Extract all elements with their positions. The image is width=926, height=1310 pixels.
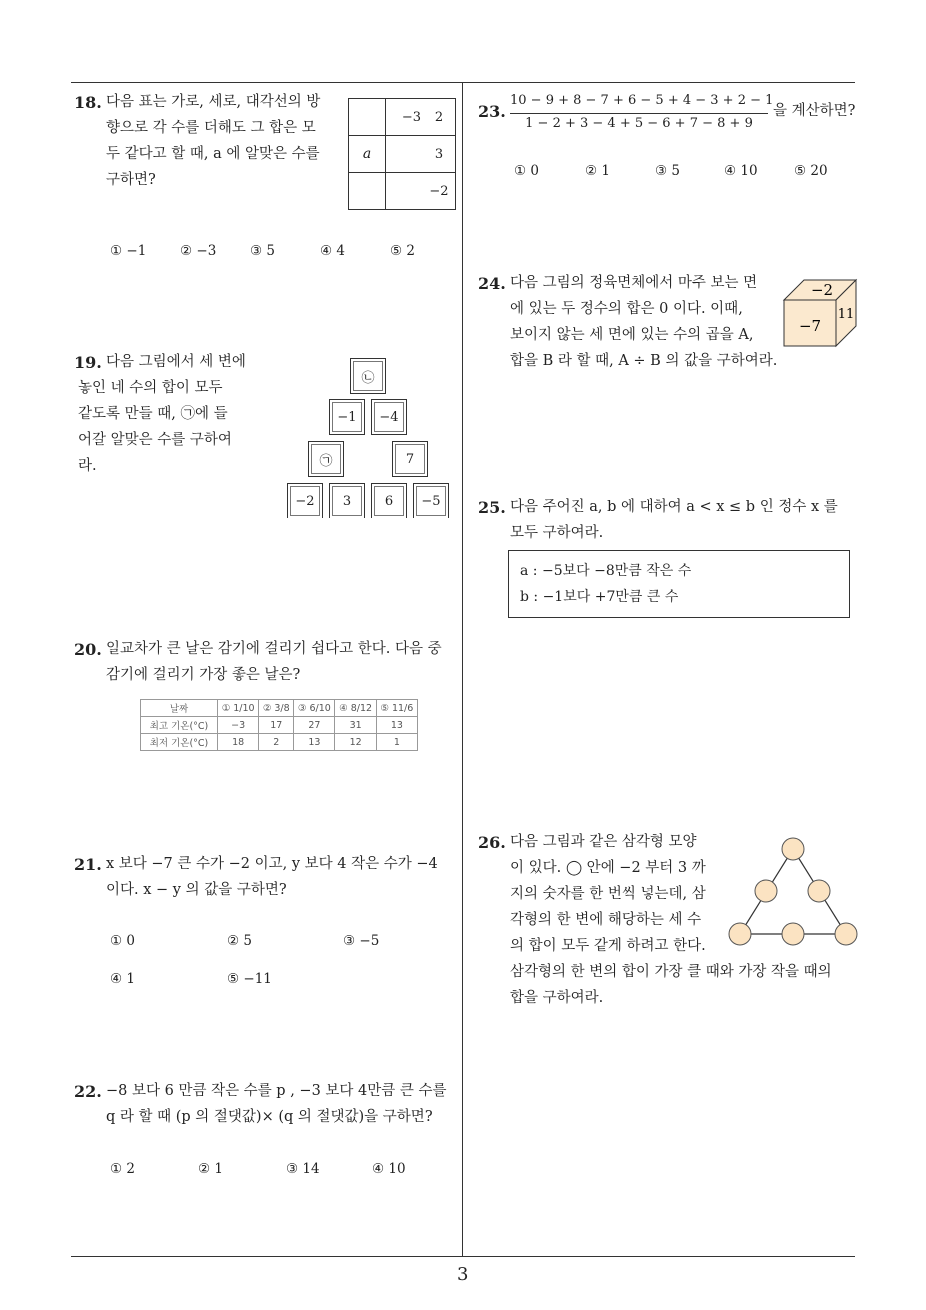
- row-label: 최고 기온(°C): [141, 717, 218, 734]
- pyramid-cell: 6: [371, 483, 407, 518]
- choice[interactable]: ④ 10: [372, 1161, 406, 1177]
- question-text: 이다. x − y 의 값을 구하면?: [106, 882, 287, 898]
- pyramid-cell: −5: [413, 483, 449, 518]
- page-number: 3: [457, 1264, 469, 1285]
- cell: 2: [423, 99, 456, 136]
- question-text: 두 같다고 할 때, a 에 알맞은 수를: [106, 146, 320, 162]
- cell: 27: [294, 717, 335, 734]
- cube-figure: [782, 276, 858, 348]
- choice[interactable]: ① 0: [110, 933, 135, 949]
- choice[interactable]: ④ 4: [320, 243, 345, 259]
- cube-front-label: −7: [798, 317, 822, 335]
- question-number: 22.: [74, 1082, 102, 1101]
- pyramid-cell: ㉠: [308, 441, 344, 477]
- question-number: 18.: [74, 93, 102, 112]
- cell: [386, 173, 424, 210]
- fraction-numerator: 10 − 9 + 8 − 7 + 6 − 5 + 4 − 3 + 2 − 1: [510, 93, 774, 108]
- header-cell: 날짜: [141, 700, 218, 717]
- cell: 12: [335, 734, 376, 751]
- question-text: 어갈 알맞은 수를 구하여: [78, 432, 232, 448]
- fraction-denominator: 1 − 2 + 3 − 4 + 5 − 6 + 7 − 8 + 9: [525, 116, 753, 131]
- row-label: 최저 기온(°C): [141, 734, 218, 751]
- question-text: 이 있다. ◯ 안에 −2 부터 3 까: [510, 860, 706, 876]
- temperature-table: [140, 699, 418, 751]
- cell: 18: [218, 734, 259, 751]
- choice[interactable]: ③ 14: [286, 1161, 320, 1177]
- question-text: 놓인 네 수의 합이 모두: [78, 380, 223, 396]
- choice[interactable]: ② 1: [198, 1161, 223, 1177]
- question-text: 모두 구하여라.: [510, 525, 604, 541]
- pyramid-cell: −1: [329, 399, 365, 435]
- cube-top-label: −2: [810, 281, 834, 299]
- question-text: 일교차가 큰 날은 감기에 걸리기 쉽다고 한다. 다음 중: [106, 641, 442, 657]
- top-rule: [71, 82, 855, 83]
- cell: 17: [259, 717, 294, 734]
- cell: [349, 173, 386, 210]
- choice[interactable]: ② 1: [585, 163, 610, 179]
- question-number: 19.: [74, 353, 102, 372]
- choice[interactable]: ③ 5: [655, 163, 680, 179]
- question-text: 향으로 각 수를 더해도 그 합은 모: [106, 120, 316, 136]
- question-text: 각형의 한 변에 해당하는 세 수: [510, 912, 702, 928]
- question-number: 26.: [478, 833, 506, 852]
- cell: 13: [294, 734, 335, 751]
- choice[interactable]: ④ 1: [110, 971, 135, 987]
- choice[interactable]: ① −1: [110, 243, 147, 259]
- choice[interactable]: ⑤ 2: [390, 243, 415, 259]
- question-text: x 보다 −7 큰 수가 −2 이고, y 보다 4 작은 수가 −4: [106, 856, 438, 872]
- choice[interactable]: ① 0: [514, 163, 539, 179]
- question-text: 다음 표는 가로, 세로, 대각선의 방: [106, 94, 321, 110]
- pyramid-cell: −2: [287, 483, 323, 518]
- question-text: 합을 B 라 할 때, A ÷ B 의 값을 구하여라.: [510, 353, 778, 369]
- pyramid-cell: ㉡: [350, 358, 386, 394]
- condition-a: a : −5보다 −8만큼 작은 수: [520, 563, 692, 579]
- bottom-rule: [71, 1256, 855, 1257]
- circle-slot[interactable]: [729, 923, 751, 945]
- pyramid-cell: −4: [371, 399, 407, 435]
- cell: 3: [423, 136, 456, 173]
- fraction-bar: [510, 113, 768, 114]
- circle-slot[interactable]: [808, 880, 830, 902]
- cell: [349, 99, 386, 136]
- cell: −2: [423, 173, 456, 210]
- cell: −3: [218, 717, 259, 734]
- header-cell: ② 3/8: [259, 700, 294, 717]
- cube-side-label: 11: [837, 307, 855, 322]
- column-divider: [462, 82, 463, 1257]
- cell: 13: [376, 717, 417, 734]
- question-number: 23.: [478, 102, 506, 121]
- question-text: 다음 그림의 정육면체에서 마주 보는 면: [510, 275, 758, 291]
- question-text: −8 보다 6 만큼 작은 수를 p , −3 보다 4만큼 큰 수를: [106, 1083, 447, 1099]
- condition-b: b : −1보다 +7만큼 큰 수: [520, 589, 679, 605]
- choice[interactable]: ⑤ −11: [227, 971, 272, 987]
- question-text: 감기에 걸리기 가장 좋은 날은?: [106, 667, 301, 683]
- circle-slot[interactable]: [782, 838, 804, 860]
- cell: 31: [335, 717, 376, 734]
- question-number: 25.: [478, 498, 506, 517]
- choice[interactable]: ① 2: [110, 1161, 135, 1177]
- triangle-figure: [726, 835, 862, 951]
- question-text: 구하면?: [106, 172, 156, 188]
- question-text: 다음 그림에서 세 변에: [106, 354, 246, 370]
- question-number: 24.: [478, 274, 506, 293]
- question-text: q 라 할 때 (p 의 절댓값)× (q 의 절댓값)을 구하면?: [106, 1109, 433, 1125]
- magic-square: [348, 98, 456, 210]
- question-text: 합을 구하여라.: [510, 990, 604, 1006]
- question-number: 21.: [74, 855, 102, 874]
- circle-slot[interactable]: [782, 923, 804, 945]
- circle-slot[interactable]: [755, 880, 777, 902]
- question-text: 다음 주어진 a, b 에 대하여 a < x ≤ b 인 정수 x 를: [510, 499, 838, 515]
- question-text: 같도록 만들 때, ㉠에 들: [78, 406, 228, 422]
- choice[interactable]: ③ −5: [343, 933, 380, 949]
- question-text: 라.: [78, 458, 97, 474]
- choice[interactable]: ② 5: [227, 933, 252, 949]
- pyramid-cell: 3: [329, 483, 365, 518]
- header-cell: ④ 8/12: [335, 700, 376, 717]
- question-number: 20.: [74, 640, 102, 659]
- question-text: 다음 그림과 같은 삼각형 모양: [510, 834, 697, 850]
- cell: 2: [259, 734, 294, 751]
- cell: 1: [376, 734, 417, 751]
- choice[interactable]: ④ 10: [724, 163, 758, 179]
- cell: [386, 136, 424, 173]
- header-cell: ① 1/10: [218, 700, 259, 717]
- question-text: 보이지 않는 세 면에 있는 수의 곱을 A,: [510, 327, 754, 343]
- cell: −3: [386, 99, 424, 136]
- header-cell: ③ 6/10: [294, 700, 335, 717]
- question-text: 삼각형의 한 변의 합이 가장 클 때와 가장 작을 때의: [510, 964, 832, 980]
- header-cell: ⑤ 11/6: [376, 700, 417, 717]
- question-text: 지의 숫자를 한 번씩 넣는데, 삼: [510, 886, 706, 902]
- choice[interactable]: ③ 5: [250, 243, 275, 259]
- pyramid-cell: 7: [392, 441, 428, 477]
- question-text: 의 합이 모두 같게 하려고 한다.: [510, 938, 706, 954]
- circle-slot[interactable]: [835, 923, 857, 945]
- choice[interactable]: ⑤ 20: [794, 163, 828, 179]
- cell: a: [349, 136, 386, 173]
- question-text: 을 계산하면?: [773, 103, 856, 119]
- question-text: 에 있는 두 정수의 합은 0 이다. 이때,: [510, 301, 743, 317]
- choice[interactable]: ② −3: [180, 243, 217, 259]
